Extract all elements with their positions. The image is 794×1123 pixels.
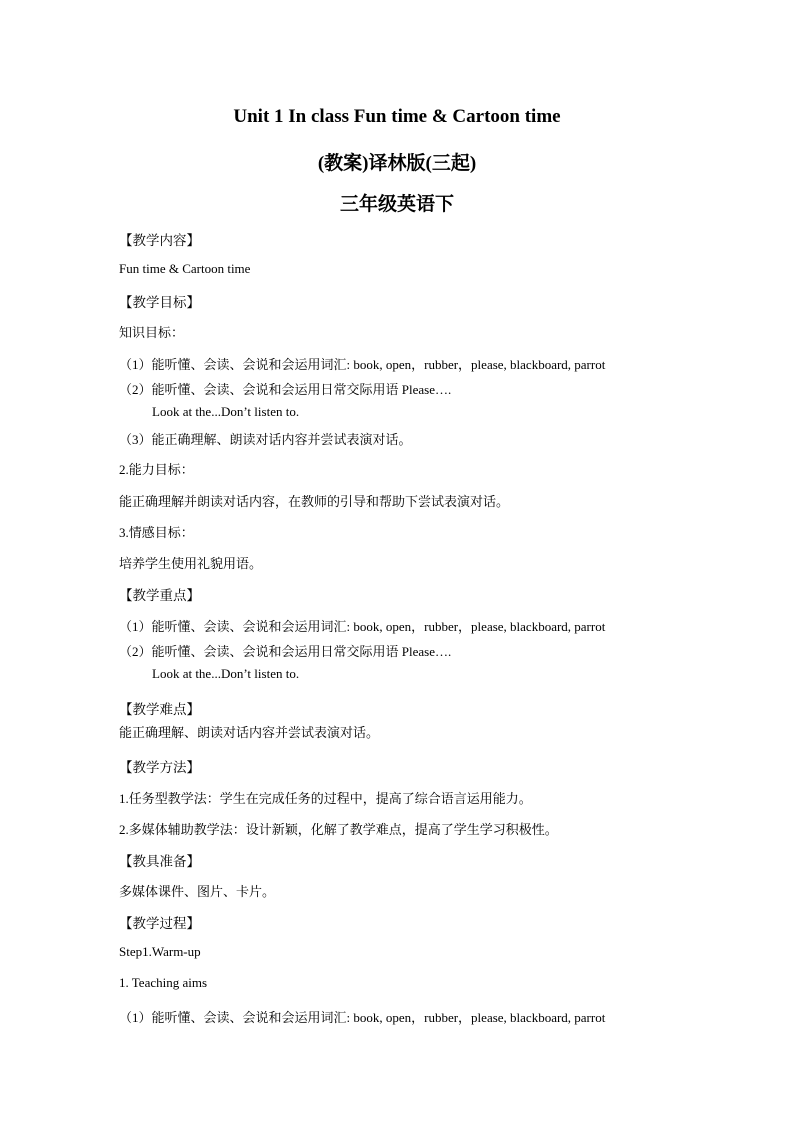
section-heading-content: 【教学内容】 bbox=[119, 233, 200, 248]
objective-item-1: （1）能听懂、会读、会说和会运用词汇: book, open，rubber，please, blackboard, parrot bbox=[119, 357, 606, 372]
document-grade-title: 三年级英语下 bbox=[339, 194, 454, 215]
difficulty-text: 能正确理解、朗读对话内容并尝试表演对话。 bbox=[119, 725, 380, 740]
objective-item-2: （2）能听懂、会读、会说和会运用日常交际用语 Please…. bbox=[119, 382, 452, 397]
section-heading-objectives: 【教学目标】 bbox=[119, 295, 200, 310]
objective-item-3: （3）能正确理解、朗读对话内容并尝试表演对话。 bbox=[119, 432, 412, 447]
section-heading-process: 【教学过程】 bbox=[119, 916, 200, 931]
section-heading-materials: 【教具准备】 bbox=[119, 854, 200, 869]
key-point-item-1: （1）能听懂、会读、会说和会运用词汇: book, open，rubber，please, blackboard, parrot bbox=[119, 619, 606, 634]
objective-item-2-continued: Look at the...Don’t listen to. bbox=[152, 404, 300, 419]
step-warm-up: Step1.Warm-up bbox=[119, 944, 201, 959]
document-title: Unit 1 In class Fun time & Cartoon time bbox=[233, 106, 561, 127]
section-heading-difficulties: 【教学难点】 bbox=[119, 702, 200, 717]
ability-objective-text: 能正确理解并朗读对话内容，在教师的引导和帮助下尝试表演对话。 bbox=[119, 494, 510, 509]
materials-text: 多媒体课件、图片、卡片。 bbox=[119, 884, 276, 899]
ability-objective-label: 2.能力目标： bbox=[119, 462, 194, 477]
knowledge-objective-label: 知识目标： bbox=[119, 325, 185, 340]
teaching-aims-item-1: （1）能听懂、会读、会说和会运用词汇: book, open，rubber，please, blackboard, parrot bbox=[119, 1010, 606, 1025]
teaching-aims-label: 1. Teaching aims bbox=[119, 975, 208, 990]
emotion-objective-label: 3.情感目标： bbox=[119, 525, 194, 540]
content-text: Fun time & Cartoon time bbox=[119, 261, 251, 276]
emotion-objective-text: 培养学生使用礼貌用语。 bbox=[119, 556, 263, 571]
section-heading-methods: 【教学方法】 bbox=[119, 760, 200, 775]
method-item-2: 2.多媒体辅助教学法：设计新颖，化解了教学难点，提高了学生学习积极性。 bbox=[119, 822, 558, 837]
key-point-item-2: （2）能听懂、会读、会说和会运用日常交际用语 Please…. bbox=[119, 644, 452, 659]
section-heading-key-points: 【教学重点】 bbox=[119, 588, 200, 603]
document-subtitle: (教案)译林版(三起) bbox=[317, 153, 477, 174]
key-point-item-2-continued: Look at the...Don’t listen to. bbox=[152, 666, 300, 681]
method-item-1: 1.任务型教学法：学生在完成任务的过程中，提高了综合语言运用能力。 bbox=[119, 791, 532, 806]
